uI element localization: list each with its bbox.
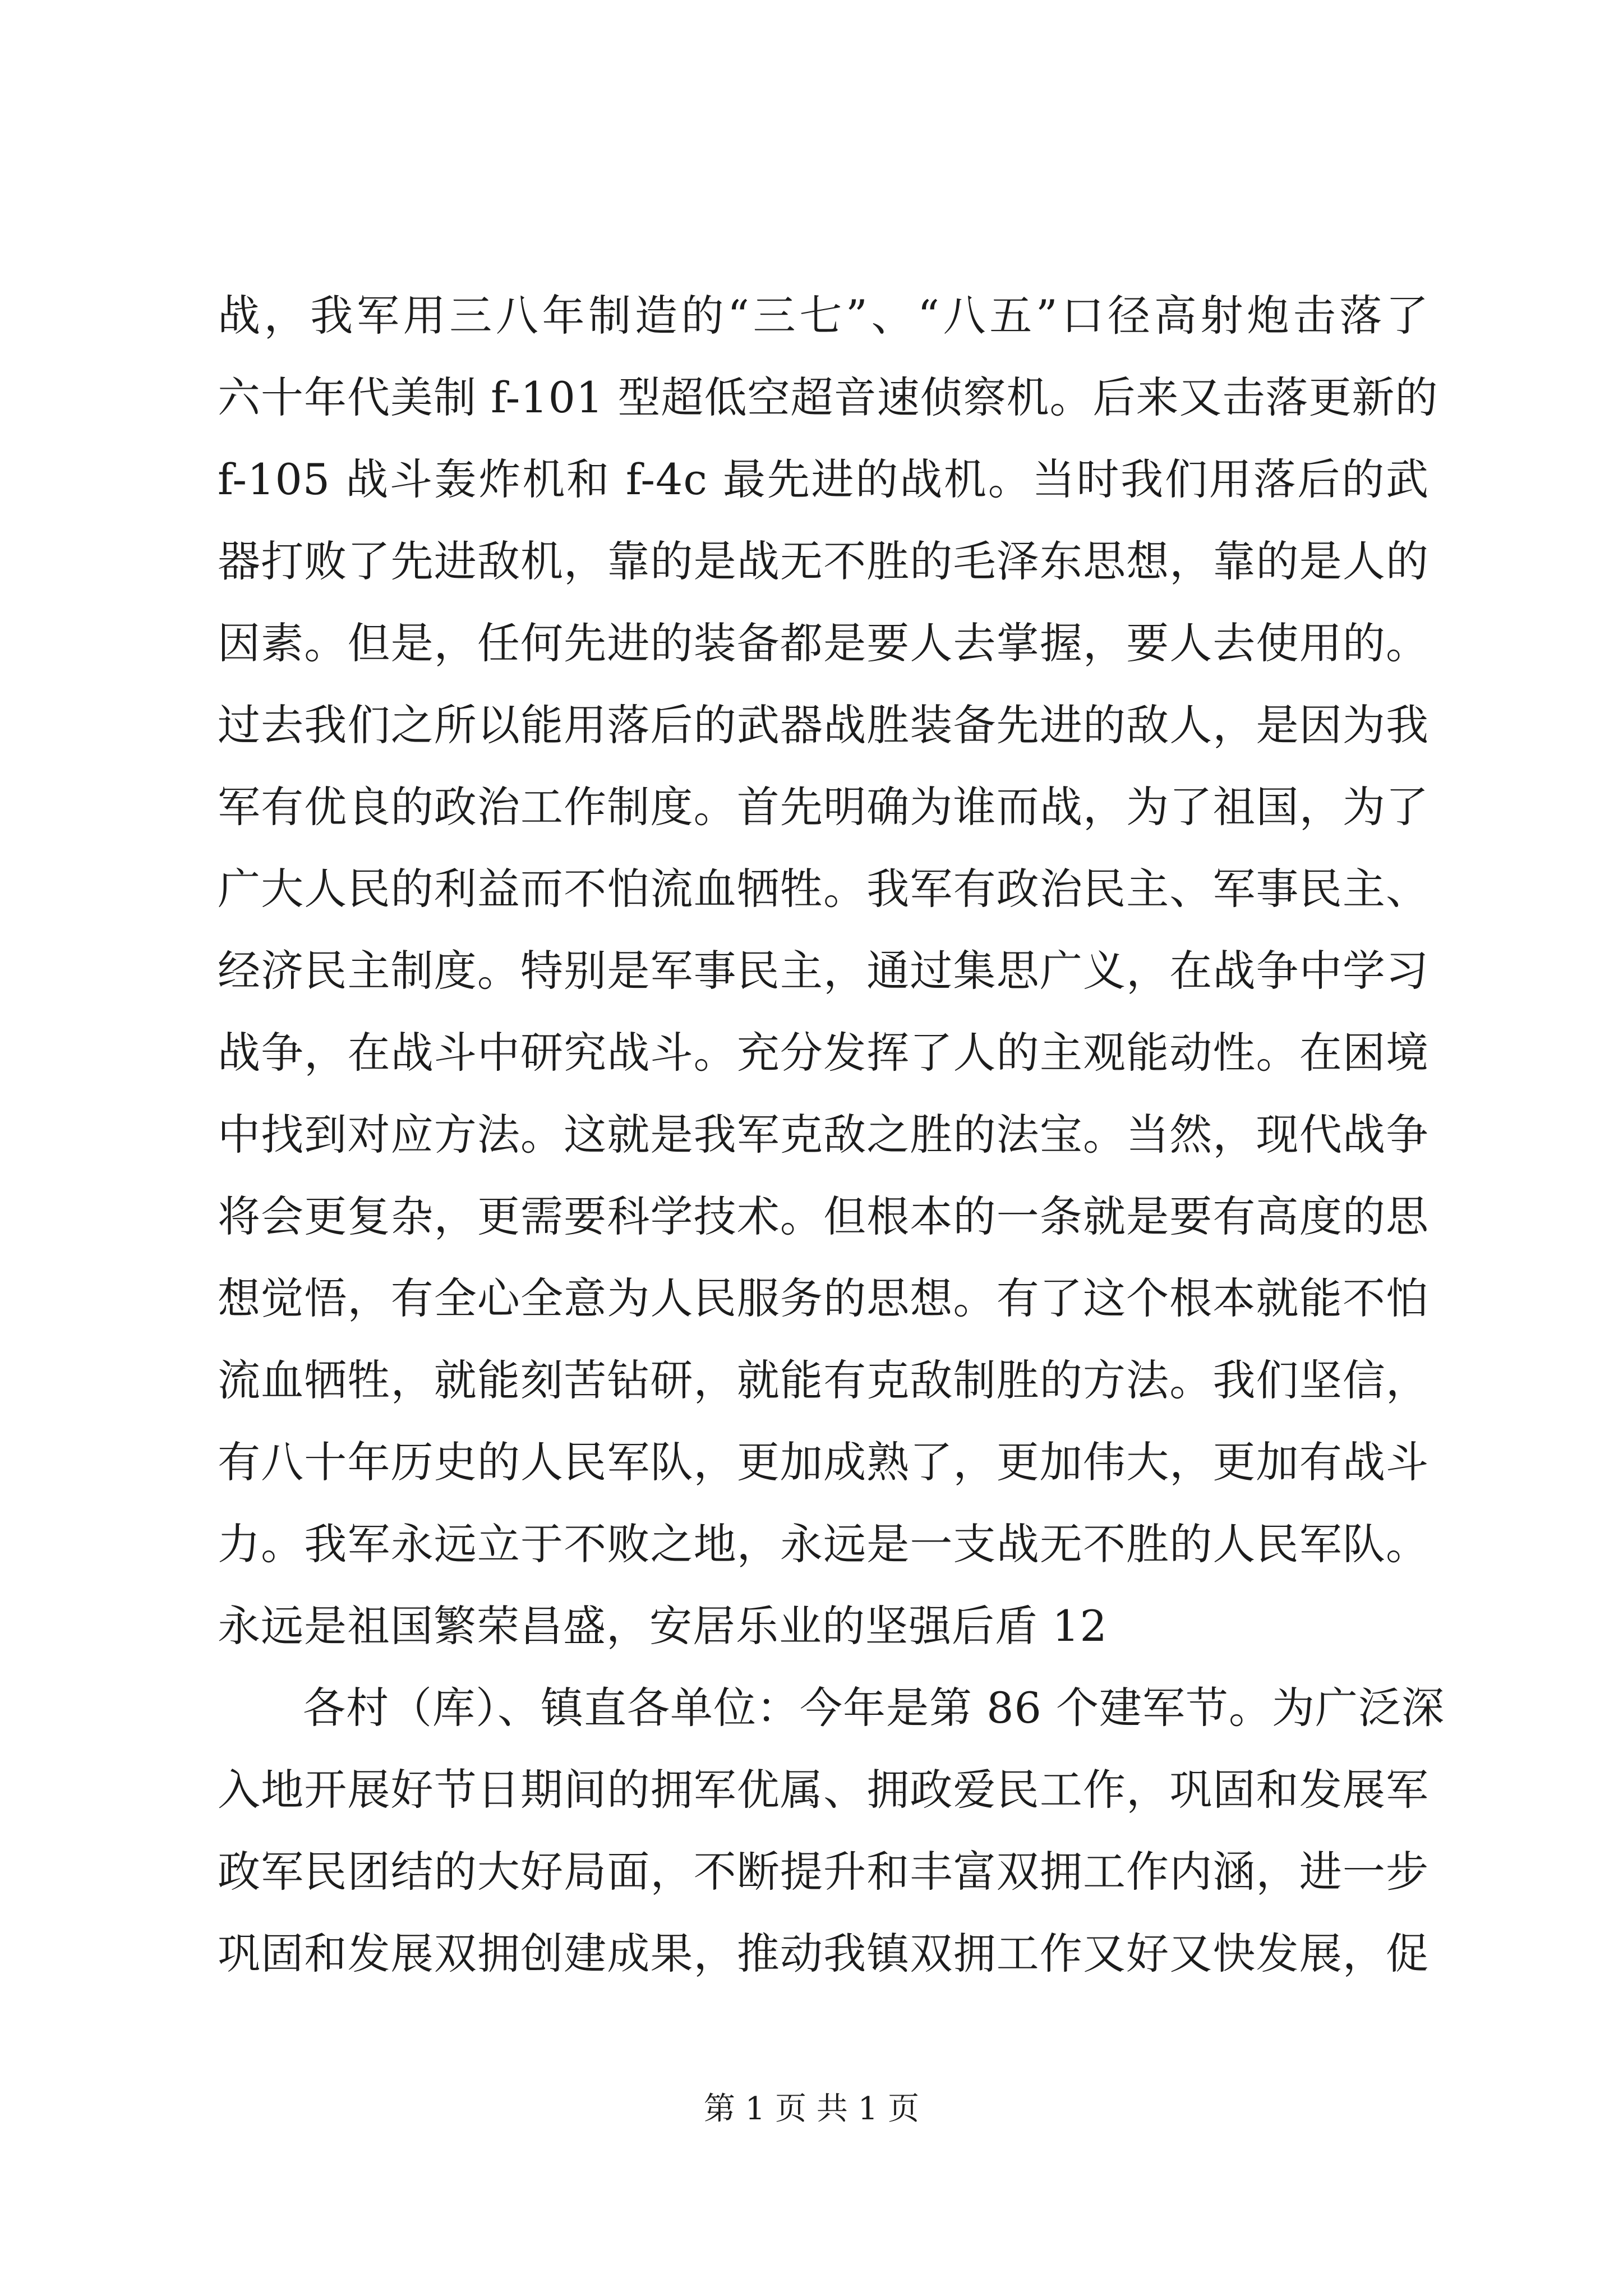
text-line: 因素。但是，任何先进的装备都是要人去掌握，要人去使用的。 xyxy=(218,618,1429,668)
text-line: 经济民主制度。特别是军事民主，通过集思广义，在战争中学习 xyxy=(218,946,1429,996)
text-line: 政军民团结的大好局面，不断提升和丰富双拥工作内涵，进一步 xyxy=(218,1847,1429,1897)
text-line: 流血牺牲，就能刻苦钻研，就能有克敌制胜的方法。我们坚信， xyxy=(218,1355,1429,1405)
text-line: 战争，在战斗中研究战斗。充分发挥了人的主观能动性。在困境 xyxy=(218,1028,1429,1078)
text-line: 入地开展好节日期间的拥军优属、拥政爱民工作，巩固和发展军 xyxy=(218,1765,1429,1815)
page-number: 第 1 页 共 1 页 xyxy=(703,2091,920,2127)
text-line: 器打败了先进敌机，靠的是战无不胜的毛泽东思想，靠的是人的 xyxy=(218,536,1429,586)
text-line: 力。我军永远立于不败之地，永远是一支战无不胜的人民军队。 xyxy=(218,1519,1429,1569)
text-line: 将会更复杂，更需要科学技术。但根本的一条就是要有高度的思 xyxy=(218,1191,1429,1241)
text-line: 巩固和发展双拥创建成果，推动我镇双拥工作又好又快发展，促 xyxy=(218,1929,1429,1978)
page-footer xyxy=(0,2090,1623,2129)
text-line: 过去我们之所以能用落后的武器战胜装备先进的敌人，是因为我 xyxy=(218,700,1429,750)
text-line: 广大人民的利益而不怕流血牺牲。我军有政治民主、军事民主、 xyxy=(218,864,1429,914)
text-line: 军有优良的政治工作制度。首先明确为谁而战，为了祖国，为了 xyxy=(218,782,1429,832)
text-line: f-105 战斗轰炸机和 f-4c 最先进的战机。当时我们用落后的武 xyxy=(218,454,1429,504)
document-body xyxy=(218,275,1445,1995)
paragraph-1 xyxy=(218,275,1438,1667)
text-line: 有八十年历史的人民军队，更加成熟了，更加伟大，更加有战斗 xyxy=(218,1437,1429,1487)
text-line: 六十年代美制 f-101 型超低空超音速侦察机。后来又击落更新的 xyxy=(218,372,1438,422)
text-line: 各村（库）、镇直各单位：今年是第 86 个建军节。为广泛深 xyxy=(303,1683,1445,1733)
text-line: 战，我军用三八年制造的“三七”、“八五”口径高射炮击落了 xyxy=(218,291,1429,341)
paragraph-2 xyxy=(218,1667,1445,1995)
text-line: 永远是祖国繁荣昌盛，安居乐业的坚强后盾 12 xyxy=(218,1601,1108,1651)
text-line: 想觉悟，有全心全意为人民服务的思想。有了这个根本就能不怕 xyxy=(218,1273,1429,1323)
text-line: 中找到对应方法。这就是我军克敌之胜的法宝。当然，现代战争 xyxy=(218,1110,1429,1159)
